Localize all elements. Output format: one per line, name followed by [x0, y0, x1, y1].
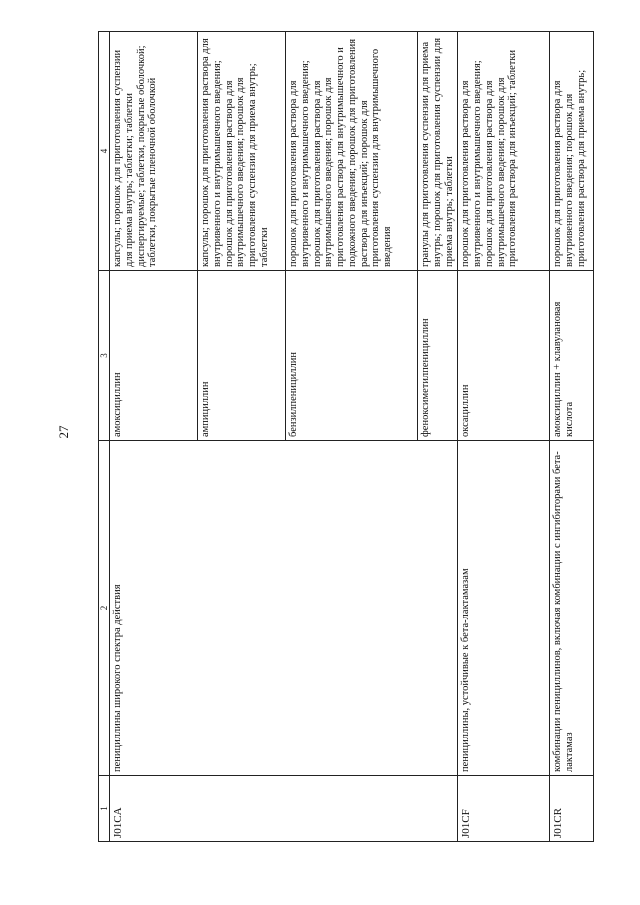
- drug-forms: гранулы для приготовления суспензии для приема внутрь; порошок для приготовления суспензии для приема внутрь; таблетки: [418, 32, 458, 271]
- group-name: комбинации пенициллинов, включая комбинации с ингибиторами бета-лактамаз: [550, 441, 594, 776]
- group-name: пенициллины широкого спектра действия: [110, 441, 458, 776]
- drug-name: амоксициллин: [110, 271, 198, 441]
- header-cell: 4: [99, 32, 110, 271]
- group-name: пенициллины, устойчивые к бета-лактамазам: [458, 441, 550, 776]
- table-row: [550, 32, 594, 842]
- page-number: 27: [56, 425, 71, 439]
- table-row: [110, 32, 198, 842]
- atc-code: J01CF: [458, 776, 550, 842]
- drug-forms: капсулы; порошок для приготовления суспензии для приема внутрь; таблетки; таблетки диспергируемые; таблетки, покрытые оболочкой; таблетки, покрытые пленочной оболочкой: [110, 32, 198, 271]
- header-cell: 3: [99, 271, 110, 441]
- drug-name: ампициллин: [198, 271, 286, 441]
- drug-forms: порошок для приготовления раствора для внутривенного и внутримышечного введения; порошок для приготовления раствора для внутримышечного введения; порошок для приготовления раствора для внутримышечного и подкожного введения; порошок для приготовления раствора для инъекций; порошок для приготовления суспензии для внутримышечного введения: [286, 32, 418, 271]
- drug-table: [98, 31, 594, 842]
- drug-forms: порошок для приготовления раствора для внутривенного введения; порошок для приготовления раствора для приема внутрь;: [550, 32, 594, 271]
- header-cell: 1: [99, 776, 110, 842]
- table-row: [458, 32, 550, 842]
- drug-name: амоксициллин + клавулановая кислота: [550, 271, 594, 441]
- header-cell: 2: [99, 441, 110, 776]
- drug-name: феноксиметилпенициллин: [418, 271, 458, 441]
- drug-forms: капсулы; порошок для приготовления раствора для внутривенного и внутримышечного введения; порошок для приготовления раствора для внутримышечного введения; порошок для приготовления суспензии для приема внутрь; таблетки: [198, 32, 286, 271]
- rotated-table-container: [98, 32, 587, 842]
- drug-forms: порошок для приготовления раствора для внутривенного и внутримышечного введения; порошок для приготовления раствора для внутримышечного введения; порошок для приготовления раствора для инъекций; таблетки: [458, 32, 550, 271]
- atc-code: J01CR: [550, 776, 594, 842]
- drug-name: бензилпенициллин: [286, 271, 418, 441]
- drug-name: оксациллин: [458, 271, 550, 441]
- header-row: [99, 32, 110, 842]
- atc-code: J01CA: [110, 776, 458, 842]
